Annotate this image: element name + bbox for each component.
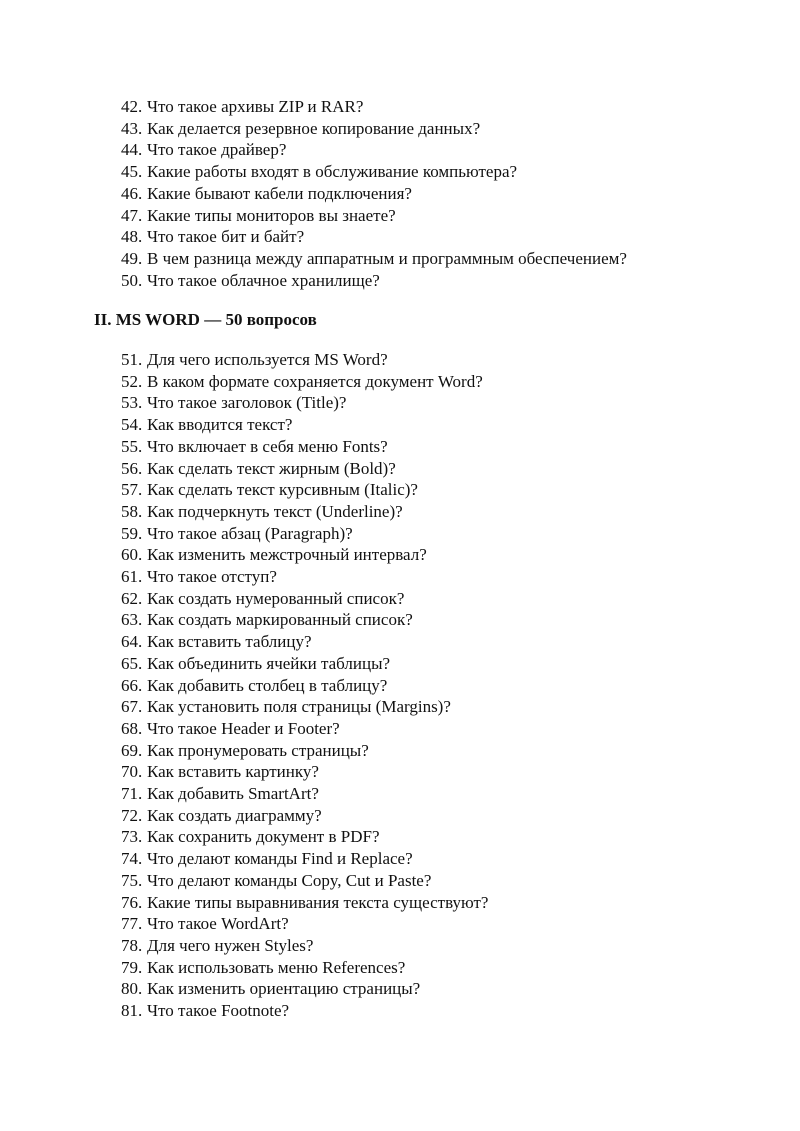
question-text: Как создать маркированный список?	[147, 610, 413, 630]
question-text: Как сохранить документ в PDF?	[147, 827, 380, 847]
question-item	[121, 392, 488, 414]
question-item	[121, 848, 488, 870]
question-item	[121, 501, 488, 523]
question-item	[121, 349, 488, 371]
question-text: Как добавить столбец в таблицу?	[147, 675, 388, 695]
section-heading-ms-word: II. MS WORD — 50 вопросов	[94, 310, 317, 329]
question-number: 60.	[121, 545, 143, 565]
question-text: Как добавить SmartArt?	[147, 784, 319, 804]
question-text: Что такое заголовок (Title)?	[147, 393, 347, 413]
question-item	[121, 826, 488, 848]
question-item	[121, 544, 488, 566]
question-item	[121, 631, 488, 653]
question-text: Как вставить картинку?	[147, 762, 319, 782]
question-text: Как изменить ориентацию страницы?	[147, 979, 421, 999]
question-item	[121, 913, 488, 935]
question-item	[121, 118, 627, 140]
question-text: Как вводится текст?	[147, 415, 293, 435]
question-text: Какие работы входят в обслуживание компьютера?	[147, 162, 518, 182]
question-number: 47.	[121, 205, 143, 225]
question-number: 80.	[121, 979, 143, 999]
question-item	[121, 1000, 488, 1022]
question-number: 79.	[121, 957, 143, 977]
question-number: 45.	[121, 162, 143, 182]
question-number: 52.	[121, 371, 143, 391]
question-text: Что такое абзац (Paragraph)?	[147, 523, 353, 543]
question-text: Как вставить таблицу?	[147, 632, 312, 652]
question-text: Как пронумеровать страницы?	[147, 740, 369, 760]
question-item	[121, 371, 488, 393]
question-number: 72.	[121, 805, 143, 825]
question-number: 71.	[121, 784, 143, 804]
question-text: Что такое драйвер?	[147, 140, 287, 160]
question-item	[121, 609, 488, 631]
question-item	[121, 783, 488, 805]
question-item	[121, 566, 488, 588]
question-text: Что делают команды Copy, Cut и Paste?	[147, 870, 432, 890]
question-item	[121, 696, 488, 718]
question-item	[121, 805, 488, 827]
question-text: Что такое Footnote?	[147, 1001, 290, 1021]
question-number: 49.	[121, 248, 143, 268]
question-number: 66.	[121, 675, 143, 695]
question-number: 70.	[121, 762, 143, 782]
question-number: 77.	[121, 914, 143, 934]
question-text: В каком формате сохраняется документ Word?	[147, 371, 483, 391]
question-item	[121, 978, 488, 1000]
question-item	[121, 183, 627, 205]
question-text: Как делается резервное копирование данных?	[147, 118, 481, 138]
question-text: Как создать диаграмму?	[147, 805, 322, 825]
question-text: Как подчеркнуть текст (Underline)?	[147, 501, 403, 521]
question-number: 65.	[121, 653, 143, 673]
question-number: 50.	[121, 270, 143, 290]
question-number: 64.	[121, 632, 143, 652]
question-item	[121, 653, 488, 675]
question-number: 78.	[121, 935, 143, 955]
question-text: Для чего нужен Styles?	[147, 935, 314, 955]
question-text: Как изменить межстрочный интервал?	[147, 545, 427, 565]
question-text: Что делают команды Find и Replace?	[147, 849, 413, 869]
question-number: 54.	[121, 415, 143, 435]
question-text: Что такое WordArt?	[147, 914, 289, 934]
question-number: 42.	[121, 97, 143, 116]
question-text: Какие бывают кабели подключения?	[147, 183, 412, 203]
question-text: Что такое облачное хранилище?	[147, 270, 380, 290]
question-number: 63.	[121, 610, 143, 630]
question-item	[121, 479, 488, 501]
question-item	[121, 226, 627, 248]
question-item	[121, 957, 488, 979]
question-number: 58.	[121, 501, 143, 521]
question-number: 69.	[121, 740, 143, 760]
question-number: 61.	[121, 567, 143, 587]
question-text: Что такое отступ?	[147, 567, 277, 587]
question-number: 43.	[121, 118, 143, 138]
question-number: 46.	[121, 183, 143, 203]
question-item	[121, 414, 488, 436]
question-item	[121, 248, 627, 270]
question-number: 62.	[121, 588, 143, 608]
question-item	[121, 588, 488, 610]
question-text: Какие типы выравнивания текста существуют?	[147, 892, 489, 912]
question-number: 67.	[121, 697, 143, 717]
question-number: 51.	[121, 350, 143, 369]
question-text: Что такое бит и байт?	[147, 227, 305, 247]
question-number: 75.	[121, 870, 143, 890]
question-item	[121, 205, 627, 227]
question-number: 53.	[121, 393, 143, 413]
question-item	[121, 436, 488, 458]
question-list-hardware	[121, 96, 627, 291]
question-item	[121, 161, 627, 183]
question-text: Для чего используется MS Word?	[147, 350, 388, 369]
question-item	[121, 523, 488, 545]
question-item	[121, 718, 488, 740]
question-text: Как сделать текст курсивным (Italic)?	[147, 480, 418, 500]
question-text: Как установить поля страницы (Margins)?	[147, 697, 451, 717]
question-number: 57.	[121, 480, 143, 500]
question-list-ms-word	[121, 349, 488, 1022]
question-number: 44.	[121, 140, 143, 160]
question-number: 59.	[121, 523, 143, 543]
question-item	[121, 870, 488, 892]
question-item	[121, 675, 488, 697]
question-item	[121, 892, 488, 914]
question-item	[121, 935, 488, 957]
question-number: 48.	[121, 227, 143, 247]
question-item	[121, 139, 627, 161]
question-number: 81.	[121, 1001, 143, 1021]
question-item	[121, 761, 488, 783]
question-text: Как объединить ячейки таблицы?	[147, 653, 391, 673]
question-text: Как создать нумерованный список?	[147, 588, 405, 608]
question-item	[121, 96, 627, 118]
question-number: 74.	[121, 849, 143, 869]
question-number: 56.	[121, 458, 143, 478]
question-text: Как использовать меню References?	[147, 957, 406, 977]
question-text: В чем разница между аппаратным и программным обеспечением?	[147, 248, 627, 268]
question-text: Что включает в себя меню Fonts?	[147, 436, 388, 456]
question-text: Какие типы мониторов вы знаете?	[147, 205, 396, 225]
question-item	[121, 740, 488, 762]
question-number: 55.	[121, 436, 143, 456]
question-text: Что такое Header и Footer?	[147, 718, 340, 738]
question-text: Что такое архивы ZIP и RAR?	[147, 97, 364, 116]
question-item	[121, 270, 627, 292]
question-item	[121, 458, 488, 480]
question-number: 68.	[121, 718, 143, 738]
question-number: 73.	[121, 827, 143, 847]
question-number: 76.	[121, 892, 143, 912]
question-text: Как сделать текст жирным (Bold)?	[147, 458, 396, 478]
